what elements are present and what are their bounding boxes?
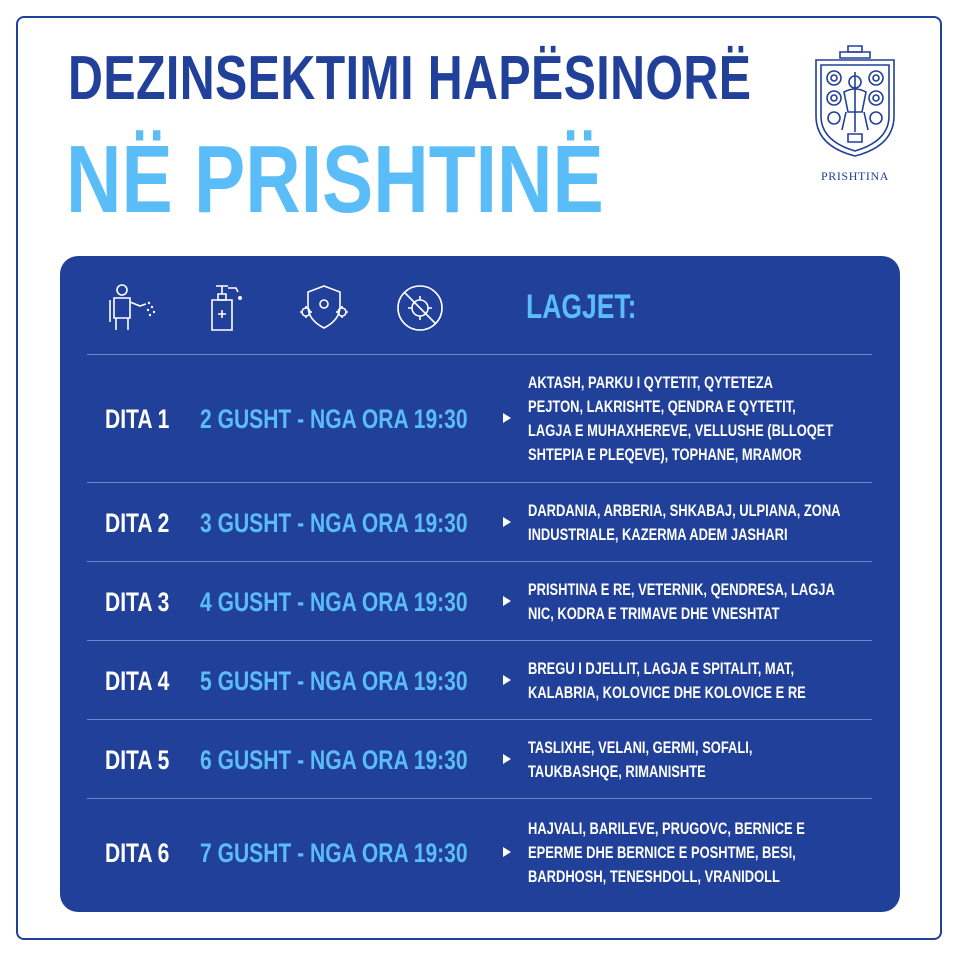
- day-label: DITA 2: [105, 507, 170, 538]
- day-label: DITA 3: [105, 586, 170, 617]
- prishtina-logo: [810, 42, 900, 182]
- page-title: DEZINSEKTIMI HAPËSINORË: [68, 44, 752, 113]
- spraying-worker-icon: [106, 282, 158, 334]
- date-label: 6 GUSHT - NGA ORA 19:30: [200, 744, 468, 775]
- table-row: [87, 482, 872, 562]
- arrow-icon: [503, 847, 511, 857]
- neighborhoods-heading: LAGJET:: [526, 288, 637, 326]
- neighborhood-list: DARDANIA, ARBERIA, SHKABAJ, ULPIANA, ZONA INDUSTRIALE, KAZERMA ADEM JASHARI: [528, 500, 841, 544]
- table-row: [87, 354, 872, 483]
- date-label: 4 GUSHT - NGA ORA 19:30: [200, 586, 468, 617]
- table-row: [87, 561, 872, 641]
- schedule-panel: [60, 256, 900, 912]
- date-label: 2 GUSHT - NGA ORA 19:30: [200, 404, 468, 434]
- neighborhood-list: HAJVALI, BARILEVE, PRUGOVC, BERNICE E EPERME DHE BERNICE E POSHTME, BESI, BARDHOSH, TENESHDOLL, VRANIDOLL: [528, 819, 805, 886]
- date-label: 3 GUSHT - NGA ORA 19:30: [200, 507, 468, 538]
- day-label: DITA 4: [105, 665, 170, 696]
- neighborhood-list: AKTASH, PARKU I QYTETIT, QYTETEZA PEJTON, LAKRISHTE, QENDRA E QYTETIT, LAGJA E MUHAXHEREVE, VELLUSHE (BLLOQET SHTEPIA E PLEQEVE), TOPHANE, MRAMOR: [528, 373, 834, 464]
- coat-of-arms-icon: [810, 42, 900, 160]
- arrow-icon: [503, 675, 511, 685]
- table-row: [87, 719, 872, 799]
- date-label: 7 GUSHT - NGA ORA 19:30: [200, 838, 468, 868]
- sanitizer-bottle-icon: [202, 282, 254, 334]
- date-label: 5 GUSHT - NGA ORA 19:30: [200, 665, 468, 696]
- no-virus-icon: [394, 282, 446, 334]
- arrow-icon: [503, 517, 511, 527]
- neighborhood-list: BREGU I DJELLIT, LAGJA E SPITALIT, MAT, KALABRIA, KOLOVICE DHE KOLOVICE E RE: [528, 658, 806, 702]
- page-subtitle: NË PRISHTINË: [66, 126, 604, 233]
- logo-caption: PRISHTINA: [820, 169, 890, 183]
- table-row: [87, 640, 872, 720]
- virus-shield-icon: [298, 282, 350, 334]
- neighborhood-list: TASLIXHE, VELANI, GERMI, SOFALI, TAUKBASHQE, RIMANISHTE: [528, 737, 753, 781]
- day-label: DITA 5: [105, 744, 170, 775]
- table-row: [87, 798, 872, 907]
- arrow-icon: [503, 754, 511, 764]
- arrow-icon: [503, 596, 511, 606]
- day-label: DITA 1: [105, 404, 170, 434]
- day-label: DITA 6: [105, 838, 170, 868]
- neighborhood-list: PRISHTINA E RE, VETERNIK, QENDRESA, LAGJA NIC, KODRA E TRIMAVE DHE VNESHTAT: [528, 579, 835, 623]
- arrow-icon: [503, 413, 511, 423]
